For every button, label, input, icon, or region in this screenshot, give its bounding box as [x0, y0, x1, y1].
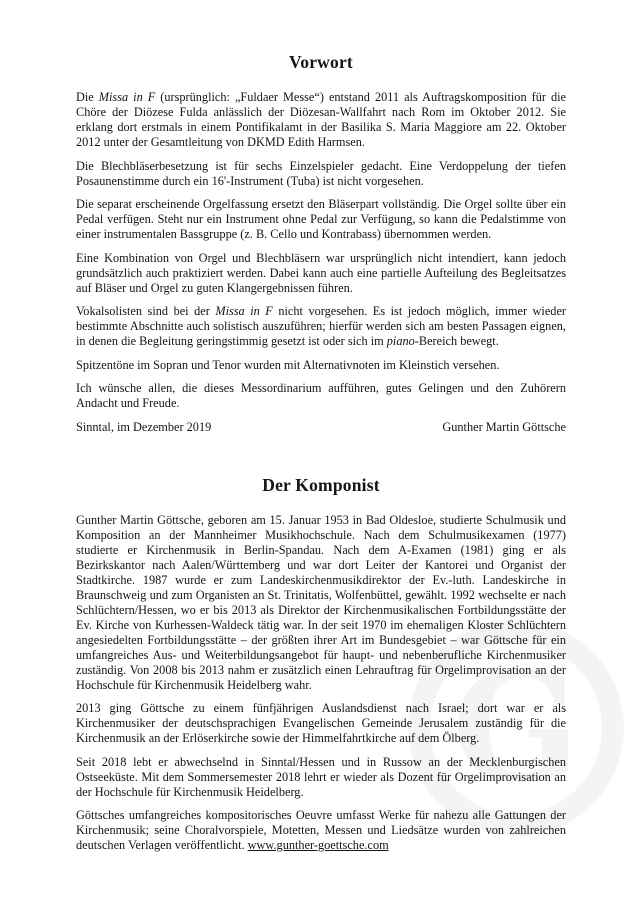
text-run: -Bereich bewegt. [414, 334, 499, 348]
text-run: (ursprünglich: „Fuldaer Messe“) entstand 2011 als Auftragskomposition für die Chöre der Diözese Fulda anlässlich der Diözesan-Wallfahrt nach Rom im Oktober 2012. Sie erklang dort erstmals in einem Pontifikalamt in der Basilika S. Maria Maggiore am 22. Oktober 2012 unter der Gesamtleitung von DKMD Edith Harmsen. [76, 90, 566, 149]
author-name: Gunther Martin Göttsche [442, 419, 566, 434]
text-run-italic: Missa in F [98, 90, 156, 104]
vorwort-paragraph-4: Eine Kombination von Orgel und Blechbläsern war ursprünglich nicht intendiert, kann jedoch grundsätzlich auch praktiziert werden. Dabei kann auch eine partielle Aufteilung des Begleitsatzes auf Bläser und Orgel zu guten Klangergebnissen führen. [76, 250, 566, 295]
vorwort-paragraph-2: Die Blechbläserbesetzung ist für sechs Einzelspieler gedacht. Eine Verdoppelung der tiefen Posaunenstimme durch ein 16'-Instrument (Tuba) ist nicht vorgesehen. [76, 158, 566, 188]
text-run-italic: piano [386, 334, 415, 348]
text-run-italic: Missa in F [215, 304, 273, 318]
signature-row [76, 420, 566, 435]
komponist-paragraph-3: Seit 2018 lebt er abwechselnd in Sinntal/Hessen und in Russow an der Mecklenburgischen Ostseeküste. Mit dem Sommersemester 2018 lehrt er wieder als Dozent für Orgelimprovisation an der Hochschule für Kirchenmusik Heidelberg. [76, 754, 566, 799]
text-run: nicht vorgesehen. Es ist jedoch möglich, immer wieder bestimmte Abschnitte auch solistisch auszuführen; hierfür werden sich am besten Passagen eignen, in denen die Begleitung geringstimmig gesetzt ist oder sich im [76, 304, 567, 348]
vorwort-heading: Vorwort [289, 52, 353, 72]
komponist-paragraph-2: 2013 ging Göttsche zu einem fünfjährigen Auslandsdienst nach Israel; dort war er als Kirchenmusiker der deutschsprachigen Evangelischen Gemeinde Jerusalem zuständig für die Kirchenmusik an der Erlöserkirche sowie der Himmelfahrtkirche auf dem Ölberg. [76, 701, 566, 745]
komponist-heading: Der Komponist [262, 474, 380, 495]
vorwort-paragraph-1 [76, 90, 566, 150]
page-content [76, 52, 566, 862]
text-run: Göttsches umfangreiches kompositorisches Oeuvre umfasst Werke für nahezu alle Gattungen der Kirchenmusik; seine Choralvorspiele, Motetten, Messen und Liedsätze wurden von zahlreichen deutschen Verlagen veröffentlicht. [76, 808, 566, 852]
website-link[interactable]: www.gunther-goettsche.com [247, 838, 389, 852]
vorwort-paragraph-6: Spitzentöne im Sopran und Tenor wurden mit Alternativnoten im Kleinstich versehen. [76, 357, 500, 372]
vorwort-paragraph-7: Ich wünsche allen, die dieses Messordinarium aufführen, gutes Gelingen und den Zuhörern Andacht und Freude. [76, 381, 566, 410]
text-run: Vokalsolisten sind bei der [76, 304, 216, 318]
section-vorwort [76, 52, 566, 435]
section-komponist [76, 475, 566, 854]
komponist-paragraph-1: Gunther Martin Göttsche, geboren am 15. Januar 1953 in Bad Oldesloe, studierte Schulmusik und Komposition an der Mannheimer Musikhochschule. Nach dem Schulmusikexamen (1977) studierte er Kirchenmusik in Berlin-Spandau. Nach dem A-Examen (1981) ging er als Bezirkskantor nach Aalen/Württemberg und war dort Leiter der Kantorei und Organist der Stadtkirche. 1987 wurde er zum Landeskirchenmusikdirektor der Ev.-luth. Landeskirche in Braunschweig und zum Organisten an St. Trinitatis, Wolfenbüttel, gewählt. 1992 wechselte er nach Schlüchtern/Hessen, wo er bis 2013 als Direktor der Kirchenmusikalischen Fortbildungsstätte der Ev. Kirche von Kurhessen-Waldeck tätig war. In der seit 1970 im ehemaligen Kloster Schlüchtern angesiedelten Fortbildungsstätte – der größten ihrer Art im Bundesgebiet – war Göttsche für ein umfangreiches Aus- und Weiterbildungsangebot für haupt- und nebenberufliche Kirchenmusiker zuständig. Von 2008 bis 2013 nahm er zusätzlich einen Lehrauftrag für Orgelimprovisation an der Hochschule für Kirchenmusik Heidelberg wahr. [76, 512, 566, 692]
place-date: Sinntal, im Dezember 2019 [76, 419, 212, 434]
vorwort-paragraph-3: Die separat erscheinende Orgelfassung ersetzt den Bläserpart vollständig. Die Orgel sollte über ein Pedal verfügen. Steht nur ein Instrument ohne Pedal zur Verfügung, so kann die Pedalstimme von einer instrumentalen Bassgruppe (z. B. Cello und Kontrabass) übernommen werden. [76, 197, 566, 241]
vorwort-paragraph-5 [76, 304, 566, 349]
text-run: Die [76, 90, 99, 104]
komponist-paragraph-4 [76, 808, 566, 853]
